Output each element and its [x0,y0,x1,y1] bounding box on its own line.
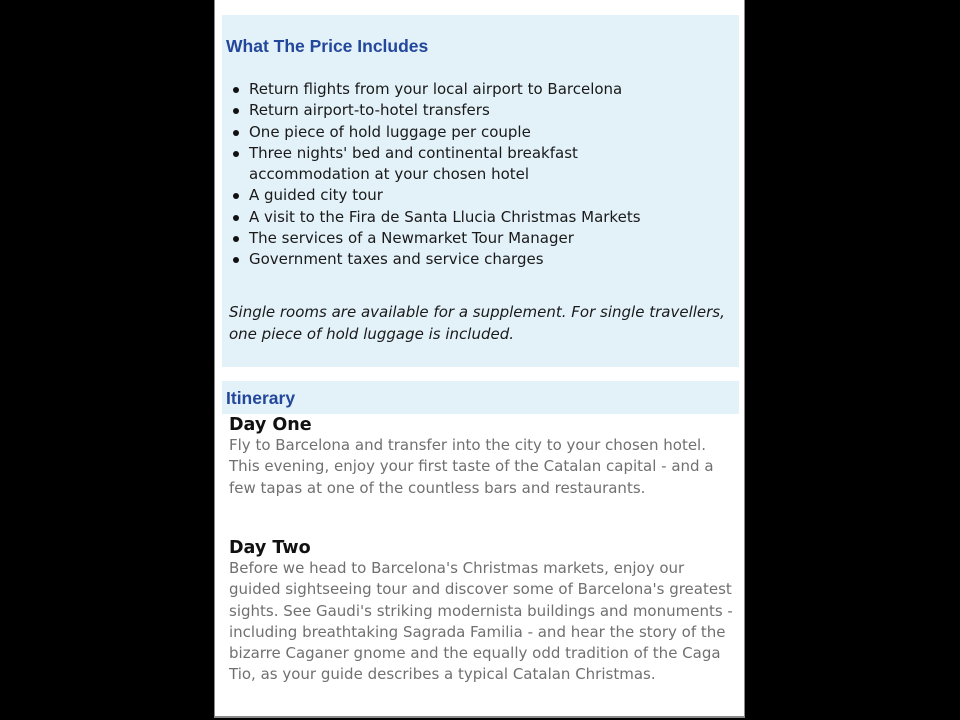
list-item-text: Return flights from your local airport to Barcelona [249,80,623,98]
list-item-text: A visit to the Fira de Santa Llucia Christmas Markets [249,207,641,226]
day-title: Day Two [229,538,311,558]
list-item-text: Three nights' bed and continental breakfast accommodation at your chosen hotel [249,143,578,184]
bullet-icon [233,236,239,242]
list-item-text: The services of a Newmarket Tour Manager [249,229,574,248]
single-room-note: Single rooms are available for a supplement. For single travellers, one piece of hold luggage is included. [229,303,725,343]
list-item-text: Return airport-to-hotel transfers [249,101,490,120]
price-includes-box [222,15,739,367]
price-includes-list [228,79,719,271]
bullet-icon [233,257,239,263]
list-item [228,143,609,186]
list-item-text: One piece of hold luggage per couple [249,122,531,141]
content-panel [214,0,745,718]
list-item [228,249,719,270]
itinerary-title: Itinerary [226,388,296,408]
list-item [228,79,719,100]
list-item [228,185,719,206]
itinerary-header [222,381,739,414]
itinerary-day-one [229,416,739,499]
bullet-icon [233,151,239,157]
bullet-icon [233,215,239,221]
day-description: Fly to Barcelona and transfer into the city to your chosen hotel. This evening, enjoy your first taste of the Catalan capital - and a few tapas at one of the countless bars and restaurants. [229,436,714,497]
bullet-icon [233,87,239,93]
day-description: Before we head to Barcelona's Christmas markets, enjoy our guided sightseeing tour and discover some of Barcelona's greatest sights. See Gaudi's striking modernista buildings and monuments - including breathtaking Sagrada Familia - and hear the story of the bizarre Caganer gnome and the equally odd tradition of the Caga Tio, as your guide describes a typical Catalan Christmas. [229,559,733,684]
bullet-icon [233,108,239,114]
bullet-icon [233,130,239,136]
bullet-icon [233,193,239,199]
itinerary-day-two [229,539,739,686]
day-title: Day One [229,415,312,435]
list-item-text: A guided city tour [249,186,383,205]
list-item [228,207,719,228]
list-item [228,100,719,121]
list-item [228,122,719,143]
list-item-text: Government taxes and service charges [249,250,544,269]
price-includes-title: What The Price Includes [226,36,429,56]
list-item [228,228,719,249]
